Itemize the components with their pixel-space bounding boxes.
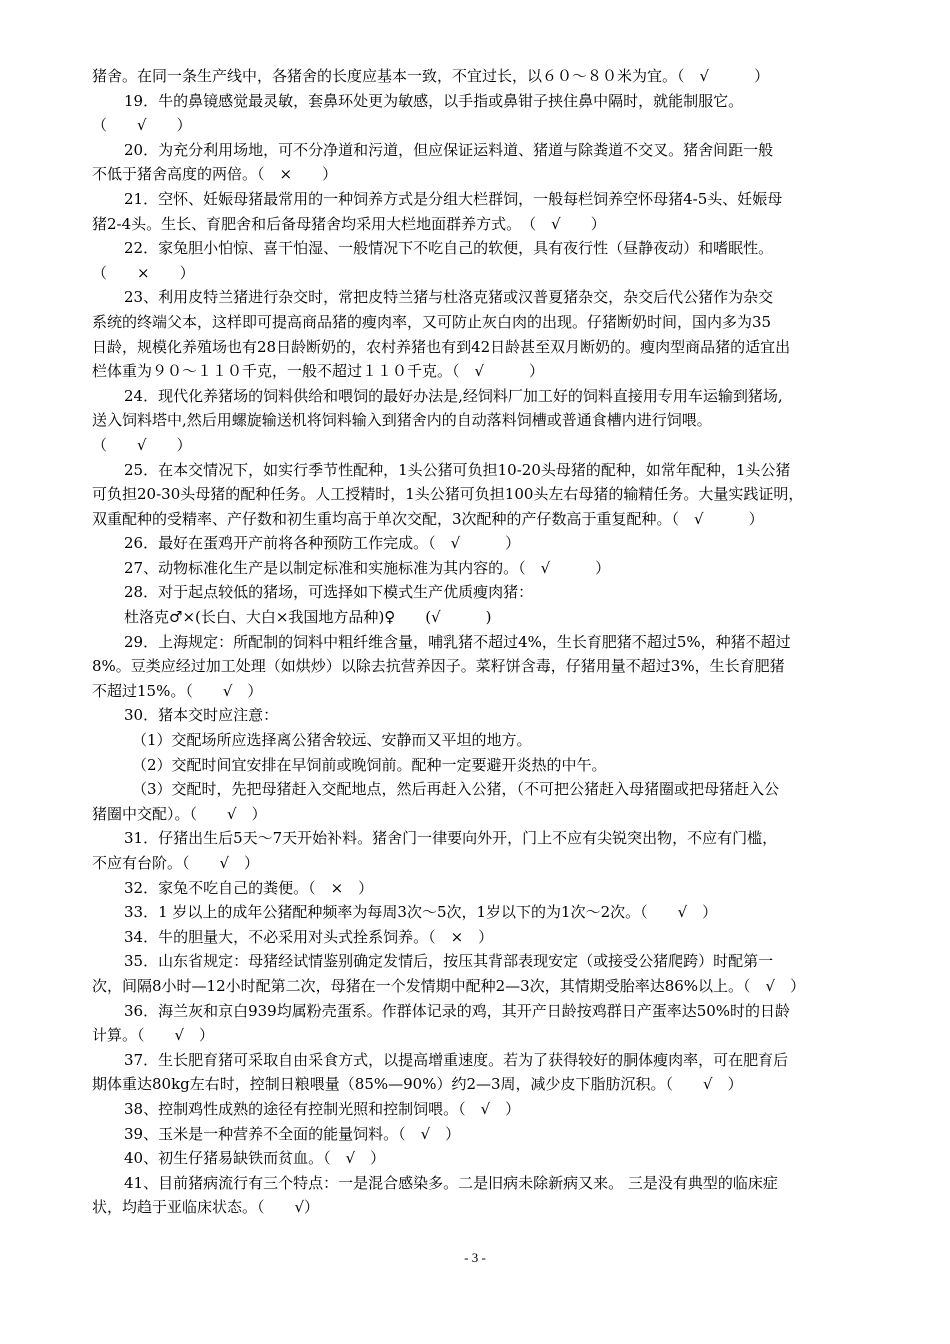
text-line: （ × ） <box>92 263 195 282</box>
text-line: 30．猪本交时应注意： <box>124 706 279 725</box>
text-line: 31．仔猪出生后5天～7天开始补料。猪舍门一律要向外开，门上不应有尖锐突出物，不应有门槛， <box>124 829 778 848</box>
text-line: 系统的终端父本，这样即可提高商品猪的瘦肉率，又可防止灰白肉的出现。仔猪断奶时间，国内多为35 <box>92 312 772 331</box>
text-line: 19．牛的鼻镜感觉最灵敏，套鼻环处更为敏感，以手指或鼻钳子挟住鼻中隔时，就能制服它。 <box>124 91 744 110</box>
text-line: 计算。（ √ ） <box>92 1026 215 1045</box>
text-line: 送入饲料塔中,然后用螺旋输送机将饲料输入到猪舍内的自动落料饲槽或普通食槽内进行饲喂。 <box>92 411 712 430</box>
text-line: 猪圈中交配）。（ √ ） <box>92 804 267 823</box>
text-line: （ √ ） <box>92 116 192 135</box>
text-line: 41、目前猪病流行有三个特点：一是混合感染多。二是旧病未除新病又来。 三是没有典型的临床症 <box>124 1173 778 1192</box>
text-line: 期体重达80kg左右时，控制日粮喂量（85%—90%）约2—3周，减少皮下脂肪沉积。（ √ ） <box>92 1075 743 1094</box>
text-line: 35．山东省规定：母猪经试情鉴别确定发情后，按压其背部表现安定（或接受公猪爬跨）时配第一 <box>124 952 774 971</box>
text-line: （ √ ） <box>92 435 192 454</box>
text-line: 次，间隔8小时—12小时配第二次，母猪在一个发情期中配种2—3次，其情期受胎率达86%以上。（ √ ） <box>92 976 806 995</box>
text-line: 状，均趋于亚临床状态。（ √） <box>92 1198 320 1217</box>
text-line: 杜洛克♂×(长白、大白×我国地方品种)♀ (√ ) <box>124 608 492 627</box>
text-line: 8%。豆类应经过加工处理（如烘炒）以除去抗营养因子。菜籽饼含毒，仔猪用量不超过3%，生长育肥猪 <box>92 657 785 676</box>
text-line: 27、动物标准化生产是以制定标准和实施标准为其内容的。（ √ ） <box>124 558 611 577</box>
page-number: - 3 - <box>464 1250 486 1265</box>
text-line: 24．现代化养猪场的饲料供给和喂饲的最好办法是,经饲料厂加工好的饲料直接用专用车运输到猪场, <box>124 386 783 405</box>
text-line: （2）交配时间宜安排在早饲前或晚饲前。配种一定要避开炎热的中午。 <box>132 755 607 774</box>
text-line: 不应有台阶。（ √ ） <box>92 854 260 872</box>
text-line: （3）交配时，先把母猪赶入交配地点，然后再赶入公猪，（不可把公猪赶入母猪圈或把母猪赶入公 <box>132 780 780 799</box>
text-line: 不超过15%。（ √ ） <box>92 681 263 700</box>
text-line: 栏体重为９０～１１０千克，一般不超过１１０千克。（ √ ） <box>92 362 545 381</box>
text-line: 33．1 岁以上的成年公猪配种频率为每周3次～5次，1岁以下的为1次～2次。（ √ ） <box>124 903 718 922</box>
text-line: 不低于猪舍高度的两倍。（ × ） <box>92 165 338 184</box>
document-body <box>92 64 864 1220</box>
text-line: 29．上海规定：所配制的饲料中粗纤维含量，哺乳猪不超过4%，生长育肥猪不超过5%，种猪不超过 <box>124 632 791 651</box>
text-line: 可负担20-30头母猪的配种任务。人工授精时，1头公猪可负担100头左右母猪的输精任务。大量实践证明， <box>92 485 804 504</box>
text-line: 双重配种的受精率、产仔数和初生重均高于单次交配，3次配种的产仔数高于重复配种。（ √ ） <box>92 509 764 528</box>
text-line: 22．家兔胆小怕惊、喜干怕湿、一般情况下不吃自己的软便，具有夜行性（昼静夜动）和嗜眠性。 <box>124 239 774 258</box>
text-line: 38、控制鸡性成熟的途径有控制光照和控制饲喂。（ √ ） <box>124 1099 521 1118</box>
text-line: 32．家兔不吃自己的粪便。（ × ） <box>124 878 374 897</box>
text-line: 37．生长肥育猪可采取自由采食方式，以提高增重速度。若为了获得较好的胴体瘦肉率，可在肥育后 <box>124 1050 789 1069</box>
text-line: 猪2-4头。生长、育肥舍和后备母猪舍均采用大栏地面群养方式。 （ √ ） <box>92 214 606 233</box>
text-line: 猪舍。在同一条生产线中，各猪舍的长度应基本一致，不宜过长，以６０～８０米为宜。（ √ ） <box>92 67 770 85</box>
text-line: 21．空怀、妊娠母猪最常用的一种饲养方式是分组大栏群饲，一般每栏饲养空怀母猪4-5头、妊娠母 <box>124 189 783 208</box>
text-line: 36．海兰灰和京白939均属粉壳蛋系。作群体记录的鸡，其开产日龄按鸡群日产蛋率达50%时的日龄 <box>124 1001 791 1020</box>
text-line: 39、玉米是一种营养不全面的能量饲料。（ √ ） <box>124 1124 461 1143</box>
text-line: 34．牛的胆量大，不必采用对头式拴系饲养。（ × ） <box>124 927 494 946</box>
text-line: 23、利用皮特兰猪进行杂交时，常把皮特兰猪与杜洛克猪或汉普夏猪杂交，杂交后代公猪作为杂交 <box>124 288 774 307</box>
text-line: 日龄，规模化养殖场也有28日龄断奶的，农村养猪也有到42日龄甚至双月断奶的。瘦肉型商品猪的适宜出 <box>92 337 791 356</box>
text-line: 28．对于起点较低的猪场，可选择如下模式生产优质瘦肉猪： <box>124 583 534 602</box>
text-line: 40、初生仔猪易缺铁而贫血。（ √ ） <box>124 1149 386 1168</box>
text-line: 20．为充分利用场地，可不分净道和污道，但应保证运料道、猪道与除粪道不交叉。猪舍间距一般 <box>124 140 774 159</box>
text-line: 26．最好在蛋鸡开产前将各种预防工作完成。（ √ ） <box>124 534 521 553</box>
text-line: （1）交配场所应选择离公猪舍较远、安静而又平坦的地方。 <box>132 731 532 750</box>
text-line: 25．在本交情况下，如实行季节性配种，1头公猪可负担10-20头母猪的配种，如常年配种，1头公猪 <box>124 460 791 479</box>
